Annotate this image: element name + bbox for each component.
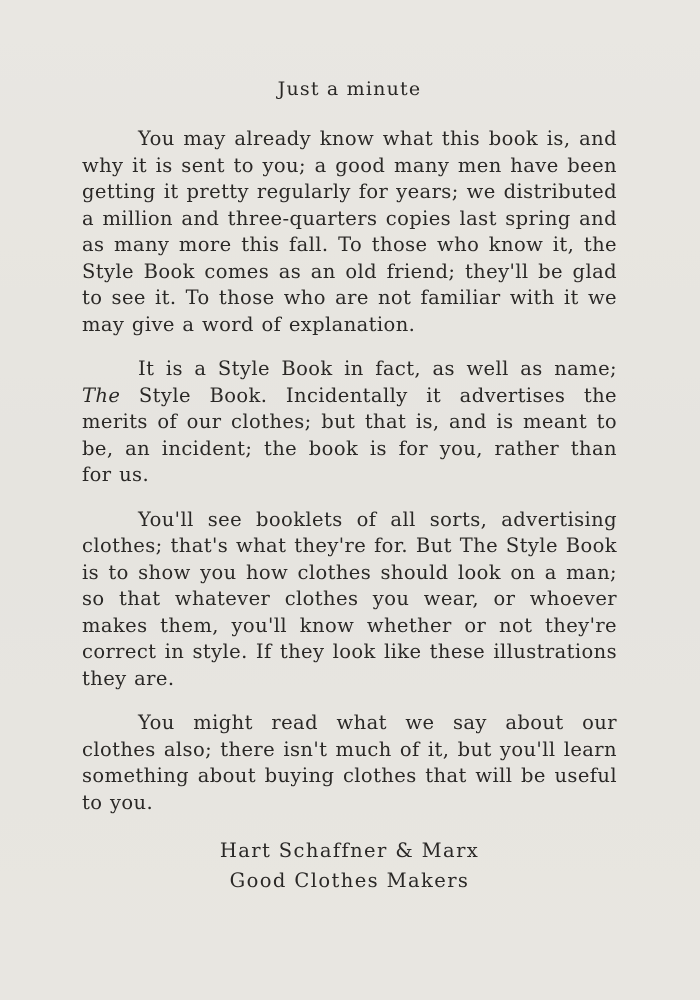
signature-block bbox=[82, 836, 617, 896]
paragraph-1: You may already know what this book is, and why it is sent to you; a good many men have been getting it pretty regularly for years; we distributed a million and three-quarters copies last spring and as many more this fall. To those who know it, the Style Book comes as an old friend; they'll be glad to see it. To those who are not familiar with it we may give a word of explanation. bbox=[82, 127, 617, 336]
paragraph-4: You might read what we say about our clothes also; there isn't much of it, but you'll learn something about buying clothes that will be useful to you. bbox=[82, 711, 617, 814]
paragraph-2-rest: Style Book. Incidentally it advertises the merits of our clothes; but that is, and is meant to be, an incident; the book is for you, rather than for us. bbox=[82, 383, 617, 486]
paragraph-2-lead: It is a Style Book in fact, as well as name; bbox=[138, 357, 617, 380]
letter-body bbox=[82, 74, 617, 896]
paragraph-2-italic: The bbox=[82, 383, 121, 407]
paragraph-2 bbox=[82, 356, 617, 489]
paragraph-3: You'll see booklets of all sorts, advertising clothes; that's what they're for. But The Style Book is to show you how clothes should look on a man; so that whatever clothes you wear, or whoever makes them, you'll know whether or not they're correct in style. If they look like these illustrations they are. bbox=[82, 507, 617, 690]
page-heading: Just a minute bbox=[277, 78, 422, 100]
signature-company: Hart Schaffner & Marx bbox=[219, 839, 480, 862]
signature-tagline: Good Clothes Makers bbox=[229, 869, 470, 892]
